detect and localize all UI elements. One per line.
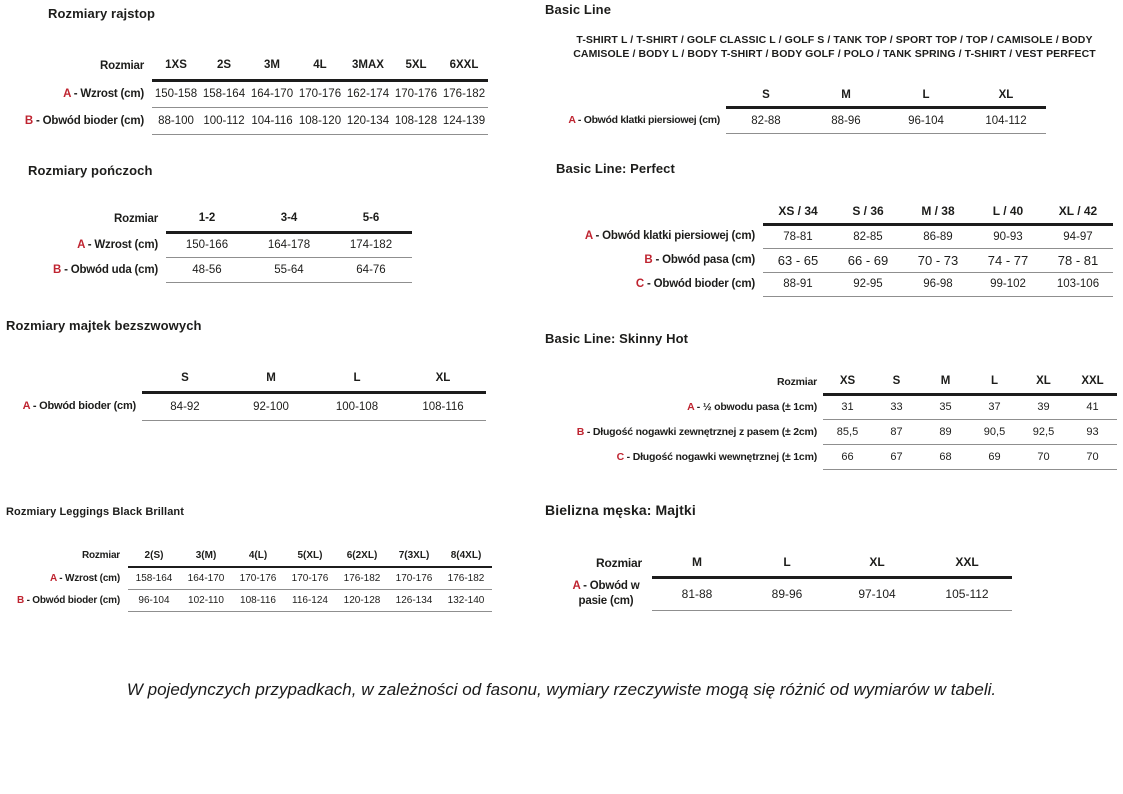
cell-value: 70 - 73 bbox=[903, 248, 973, 272]
column-header: S / 36 bbox=[833, 200, 903, 224]
cell-value: 64-76 bbox=[330, 257, 412, 282]
cell-value: 66 bbox=[823, 444, 872, 469]
cell-value: 82-88 bbox=[726, 107, 806, 133]
section-title-ponczochy: Rozmiary pończoch bbox=[28, 163, 153, 178]
table-row bbox=[0, 392, 486, 420]
cell-value: 158-164 bbox=[128, 567, 180, 589]
cell-value: 170-176 bbox=[392, 80, 440, 107]
column-header: XXL bbox=[1068, 370, 1117, 394]
cell-value: 37 bbox=[970, 394, 1019, 419]
row-label: B - Obwód bioder (cm) bbox=[24, 114, 144, 127]
cell-value: 158-164 bbox=[200, 80, 248, 107]
column-header: L bbox=[886, 84, 966, 107]
bielizna_meska-table bbox=[560, 548, 1012, 611]
cell-value: 108-116 bbox=[400, 392, 486, 420]
cell-value: 68 bbox=[921, 444, 970, 469]
measure-letter: A bbox=[568, 114, 576, 126]
section-title-basic-line: Basic Line bbox=[545, 2, 612, 17]
cell-value: 105-112 bbox=[922, 577, 1012, 610]
cell-value: 35 bbox=[921, 394, 970, 419]
column-header: 2S bbox=[200, 52, 248, 80]
row-label: A - Wzrost (cm) bbox=[77, 238, 158, 251]
cell-value: 108-128 bbox=[392, 107, 440, 134]
cell-value: 102-110 bbox=[180, 589, 232, 611]
cell-value: 92-100 bbox=[228, 392, 314, 420]
section-title-skinny-hot: Basic Line: Skinny Hot bbox=[545, 331, 689, 346]
cell-value: 67 bbox=[872, 444, 921, 469]
cell-value: 92-95 bbox=[833, 272, 903, 296]
cell-value: 164-170 bbox=[180, 567, 232, 589]
cell-value: 85,5 bbox=[823, 419, 872, 444]
cell-value: 89-96 bbox=[742, 577, 832, 610]
column-header: 3MAX bbox=[344, 52, 392, 80]
column-header: 8(4XL) bbox=[440, 544, 492, 567]
cell-value: 104-116 bbox=[248, 107, 296, 134]
basic_line_perfect-table bbox=[545, 200, 1113, 297]
measure-letter: A bbox=[687, 400, 695, 413]
cell-value: 92,5 bbox=[1019, 419, 1068, 444]
row-label: B - Obwód bioder (cm) bbox=[16, 594, 120, 606]
majtki-bezszwowe-size-table bbox=[0, 366, 486, 421]
column-header: L bbox=[742, 548, 832, 577]
measure-letter: C bbox=[616, 450, 624, 463]
cell-value: 126-134 bbox=[388, 589, 440, 611]
corner-label: Rozmiar bbox=[776, 376, 817, 388]
cell-value: 66 - 69 bbox=[833, 248, 903, 272]
cell-value: 176-182 bbox=[440, 567, 492, 589]
rajstop-size-table bbox=[0, 52, 488, 135]
column-header: 7(3XL) bbox=[388, 544, 440, 567]
cell-value: 96-104 bbox=[886, 107, 966, 133]
cell-value: 100-112 bbox=[200, 107, 248, 134]
basic_line-table bbox=[545, 84, 1046, 134]
cell-value: 99-102 bbox=[973, 272, 1043, 296]
cell-value: 103-106 bbox=[1043, 272, 1113, 296]
cell-value: 164-170 bbox=[248, 80, 296, 107]
cell-value: 81-88 bbox=[652, 577, 742, 610]
cell-value: 78-81 bbox=[763, 224, 833, 248]
column-header: L / 40 bbox=[973, 200, 1043, 224]
corner-label bbox=[545, 84, 726, 107]
table-row bbox=[0, 232, 412, 257]
column-header: XL bbox=[966, 84, 1046, 107]
section-title-leggings: Rozmiary Leggings Black Brillant bbox=[6, 506, 185, 518]
cell-value: 88-96 bbox=[806, 107, 886, 133]
measure-letter: A bbox=[50, 572, 57, 584]
row-label: A - Obwód w pasie (cm) bbox=[572, 579, 640, 607]
skinny_hot-table bbox=[545, 370, 1117, 470]
table-row bbox=[0, 107, 488, 134]
cell-value: 100-108 bbox=[314, 392, 400, 420]
measure-letter: B bbox=[24, 114, 33, 127]
cell-value: 78 - 81 bbox=[1043, 248, 1113, 272]
header-row bbox=[0, 52, 488, 80]
measure-letter: B bbox=[16, 594, 24, 606]
leggings-table bbox=[0, 544, 492, 612]
cell-value: 41 bbox=[1068, 394, 1117, 419]
cell-value: 94-97 bbox=[1043, 224, 1113, 248]
measure-letter: B bbox=[576, 425, 585, 438]
column-header: XL bbox=[400, 366, 486, 392]
column-header: M bbox=[806, 84, 886, 107]
cell-value: 176-182 bbox=[440, 80, 488, 107]
column-header: 4(L) bbox=[232, 544, 284, 567]
corner-label: Rozmiar bbox=[81, 550, 120, 561]
cell-value: 70 bbox=[1068, 444, 1117, 469]
cell-value: 104-112 bbox=[966, 107, 1046, 133]
row-label: A - Wzrost (cm) bbox=[63, 87, 144, 100]
table-row bbox=[545, 107, 1046, 133]
cell-value: 164-178 bbox=[248, 232, 330, 257]
corner-label: Rozmiar bbox=[114, 213, 158, 225]
column-header: L bbox=[314, 366, 400, 392]
cell-value: 90,5 bbox=[970, 419, 1019, 444]
table-row bbox=[0, 80, 488, 107]
row-label: A - Obwód bioder (cm) bbox=[22, 400, 136, 412]
header-row bbox=[0, 206, 412, 232]
measure-letter: A bbox=[572, 579, 581, 592]
row-label: A - Obwód klatki piersiowej (cm) bbox=[584, 230, 755, 242]
cell-value: 88-91 bbox=[763, 272, 833, 296]
section-title-rajstop: Rozmiary rajstop bbox=[48, 6, 156, 21]
cell-value: 116-124 bbox=[284, 589, 336, 611]
footer-disclaimer: W pojedynczych przypadkach, w zależności od fasonu, wymiary rzeczywiste mogą się różnić od wymiarów w tabeli. bbox=[126, 680, 997, 699]
section-title-bielizna-meska: Bielizna męska: Majtki bbox=[545, 502, 696, 518]
header-row bbox=[545, 84, 1046, 107]
cell-value: 74 - 77 bbox=[973, 248, 1043, 272]
corner-label bbox=[545, 200, 763, 224]
section-title-majtki-bezszwowe: Rozmiary majtek bezszwowych bbox=[6, 318, 202, 333]
column-header: XS bbox=[823, 370, 872, 394]
corner-label: Rozmiar bbox=[100, 60, 144, 72]
skinny-hot-size-table bbox=[545, 370, 1117, 470]
table-row bbox=[545, 272, 1113, 296]
cell-value: 84-92 bbox=[142, 392, 228, 420]
cell-value: 88-100 bbox=[152, 107, 200, 134]
table-row bbox=[560, 577, 1012, 610]
basic-line-product-list: T-SHIRT L / T-SHIRT / GOLF CLASSIC L / GOLF S / TANK TOP / SPORT TOP / TOP / CAMISOLE / BODY CAMISOLE / BODY L / BODY T-SHIRT / BODY GOLF / POLO / TANK SPRING / T-SHIRT / VEST PERFECT bbox=[573, 34, 1096, 60]
column-header: M / 38 bbox=[903, 200, 973, 224]
cell-value: 124-139 bbox=[440, 107, 488, 134]
column-header: M bbox=[652, 548, 742, 577]
cell-value: 48-56 bbox=[166, 257, 248, 282]
cell-value: 39 bbox=[1019, 394, 1068, 419]
column-header: XS / 34 bbox=[763, 200, 833, 224]
cell-value: 69 bbox=[970, 444, 1019, 469]
column-header: 5(XL) bbox=[284, 544, 336, 567]
cell-value: 108-116 bbox=[232, 589, 284, 611]
table-row bbox=[545, 444, 1117, 469]
cell-value: 55-64 bbox=[248, 257, 330, 282]
cell-value: 96-104 bbox=[128, 589, 180, 611]
column-header: L bbox=[970, 370, 1019, 394]
row-label: A - ½ obwodu pasa (± 1cm) bbox=[687, 400, 817, 413]
cell-value: 89 bbox=[921, 419, 970, 444]
measure-letter: A bbox=[77, 238, 85, 251]
column-header: 3(M) bbox=[180, 544, 232, 567]
cell-value: 82-85 bbox=[833, 224, 903, 248]
cell-value: 170-176 bbox=[232, 567, 284, 589]
ponczochy-size-table bbox=[0, 206, 412, 283]
row-label: A - Obwód klatki piersiowej (cm) bbox=[568, 114, 720, 126]
row-label: B - Długość nogawki zewnętrznej z pasem (± 2cm) bbox=[576, 425, 817, 438]
column-header: S bbox=[142, 366, 228, 392]
measure-letter: A bbox=[63, 87, 71, 100]
cell-value: 63 - 65 bbox=[763, 248, 833, 272]
cell-value: 86-89 bbox=[903, 224, 973, 248]
cell-value: 97-104 bbox=[832, 577, 922, 610]
header-row bbox=[545, 200, 1113, 224]
column-header: 3-4 bbox=[248, 206, 330, 232]
column-header: XL bbox=[1019, 370, 1068, 394]
column-header: M bbox=[921, 370, 970, 394]
cell-value: 70 bbox=[1019, 444, 1068, 469]
column-header: 1-2 bbox=[166, 206, 248, 232]
cell-value: 87 bbox=[872, 419, 921, 444]
column-header: XL / 42 bbox=[1043, 200, 1113, 224]
bielizna-meska-size-table bbox=[560, 548, 1012, 611]
table-row bbox=[545, 248, 1113, 272]
table-row bbox=[0, 257, 412, 282]
header-row bbox=[560, 548, 1012, 577]
header-row bbox=[545, 370, 1117, 394]
column-header: 3M bbox=[248, 52, 296, 80]
cell-value: 170-176 bbox=[284, 567, 336, 589]
cell-value: 170-176 bbox=[388, 567, 440, 589]
cell-value: 176-182 bbox=[336, 567, 388, 589]
measure-letter: B bbox=[52, 263, 62, 276]
row-label: A - Wzrost (cm) bbox=[50, 572, 120, 584]
table-row bbox=[545, 419, 1117, 444]
ponczochy-table bbox=[0, 206, 412, 283]
table-row bbox=[545, 394, 1117, 419]
column-header: M bbox=[228, 366, 314, 392]
column-header: 6(2XL) bbox=[336, 544, 388, 567]
cell-value: 132-140 bbox=[440, 589, 492, 611]
corner-label bbox=[0, 366, 142, 392]
table-row bbox=[0, 589, 492, 611]
row-label: C - Długość nogawki wewnętrznej (± 1cm) bbox=[616, 450, 817, 463]
cell-value: 93 bbox=[1068, 419, 1117, 444]
corner-label: Rozmiar bbox=[596, 555, 642, 570]
column-header: XXL bbox=[922, 548, 1012, 577]
column-header: XL bbox=[832, 548, 922, 577]
cell-value: 120-128 bbox=[336, 589, 388, 611]
measure-letter: C bbox=[635, 278, 644, 290]
column-header: 2(S) bbox=[128, 544, 180, 567]
row-label: B - Obwód pasa (cm) bbox=[644, 254, 755, 266]
cell-value: 170-176 bbox=[296, 80, 344, 107]
column-header: 5-6 bbox=[330, 206, 412, 232]
majtki_bezszwowe-table bbox=[0, 366, 486, 421]
leggings-size-table bbox=[0, 544, 492, 612]
cell-value: 31 bbox=[823, 394, 872, 419]
table-row bbox=[545, 224, 1113, 248]
header-row bbox=[0, 366, 486, 392]
column-header: 4L bbox=[296, 52, 344, 80]
column-header: S bbox=[872, 370, 921, 394]
table-row bbox=[0, 567, 492, 589]
row-label: B - Obwód uda (cm) bbox=[52, 263, 158, 276]
basic-line-size-table bbox=[545, 84, 1046, 134]
rajstop-table bbox=[0, 52, 488, 135]
cell-value: 33 bbox=[872, 394, 921, 419]
basic-line-perfect-size-table bbox=[545, 200, 1113, 297]
cell-value: 162-174 bbox=[344, 80, 392, 107]
measure-letter: A bbox=[22, 400, 30, 412]
cell-value: 120-134 bbox=[344, 107, 392, 134]
section-title-basic-line-perfect: Basic Line: Perfect bbox=[556, 161, 675, 176]
column-header: 5XL bbox=[392, 52, 440, 80]
cell-value: 108-120 bbox=[296, 107, 344, 134]
cell-value: 150-166 bbox=[166, 232, 248, 257]
cell-value: 96-98 bbox=[903, 272, 973, 296]
cell-value: 150-158 bbox=[152, 80, 200, 107]
cell-value: 90-93 bbox=[973, 224, 1043, 248]
measure-letter: B bbox=[644, 254, 653, 266]
header-row bbox=[0, 544, 492, 567]
column-header: 6XXL bbox=[440, 52, 488, 80]
column-header: S bbox=[726, 84, 806, 107]
measure-letter: A bbox=[584, 230, 593, 242]
column-header: 1XS bbox=[152, 52, 200, 80]
row-label: C - Obwód bioder (cm) bbox=[635, 278, 755, 290]
cell-value: 174-182 bbox=[330, 232, 412, 257]
